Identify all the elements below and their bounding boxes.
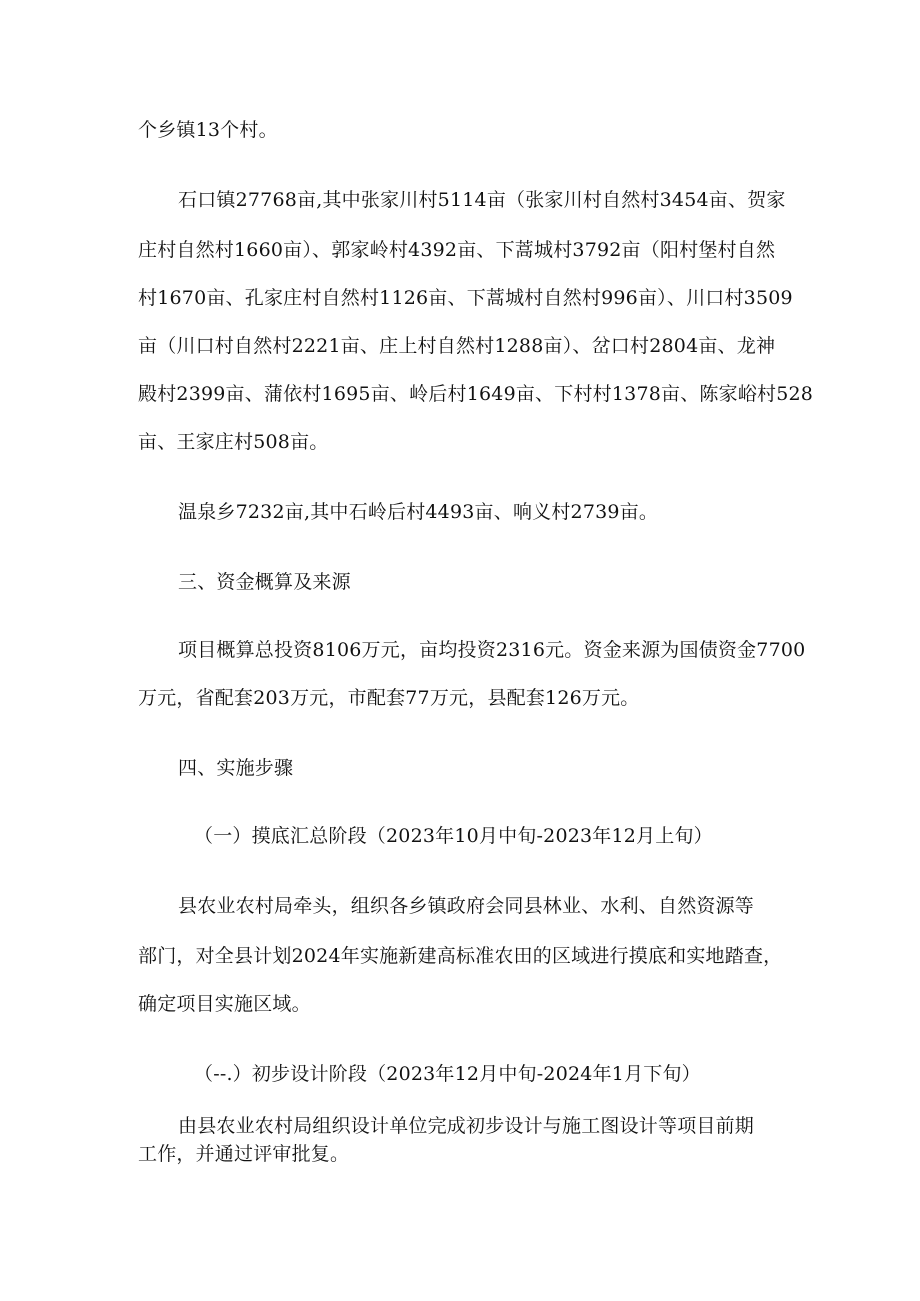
paragraph-line: 亩、王家庄村508亩。 — [138, 431, 329, 453]
paragraph-line: 由县农业农村局组织设计单位完成初步设计与施工图设计等项目前期 — [178, 1115, 755, 1137]
paragraph-line: 石口镇27768亩,其中张家川村5114亩（张家川村自然村3454亩、贺家 — [178, 189, 786, 211]
section-heading: 三、资金概算及来源 — [178, 571, 351, 593]
paragraph-line: 确定项目实施区域。 — [138, 993, 311, 1015]
paragraph-line: 温泉乡7232亩,其中石岭后村4493亩、响义村2739亩。 — [178, 501, 659, 523]
subsection-heading: （--.）初步设计阶段（2023年12月中旬-2024年1月下旬） — [194, 1063, 701, 1085]
paragraph-line: 部门，对全县计划2024年实施新建高标准农田的区域进行摸底和实地踏查， — [138, 945, 783, 967]
paragraph-line: 个乡镇13个村。 — [138, 119, 278, 141]
paragraph-line: 庄村自然村1660亩）、郭家岭村4392亩、下蒿城村3792亩（阳村堡村自然 — [138, 239, 776, 261]
paragraph-line: 工作，并通过评审批复。 — [138, 1143, 350, 1165]
paragraph-line: 村1670亩、孔家庄村自然村1126亩、下蒿城村自然村996亩）、川口村3509 — [138, 287, 793, 309]
section-heading: 四、实施步骤 — [178, 757, 294, 779]
paragraph-line: 万元，省配套203万元，市配套77万元，县配套126万元。 — [138, 687, 640, 709]
subsection-heading: （一）摸底汇总阶段（2023年10月中旬-2023年12月上旬） — [194, 825, 713, 847]
paragraph-line: 县农业农村局牵头，组织各乡镇政府会同县林业、水利、自然资源等 — [178, 895, 755, 917]
paragraph-line: 殿村2399亩、蒲依村1695亩、岭后村1649亩、下村村1378亩、陈家峪村528 — [138, 383, 814, 405]
paragraph-line: 亩（川口村自然村2221亩、庄上村自然村1288亩）、岔口村2804亩、龙神 — [138, 335, 776, 357]
paragraph-line: 项目概算总投资8106万元，亩均投资2316元。资金来源为国债资金7700 — [178, 639, 806, 661]
